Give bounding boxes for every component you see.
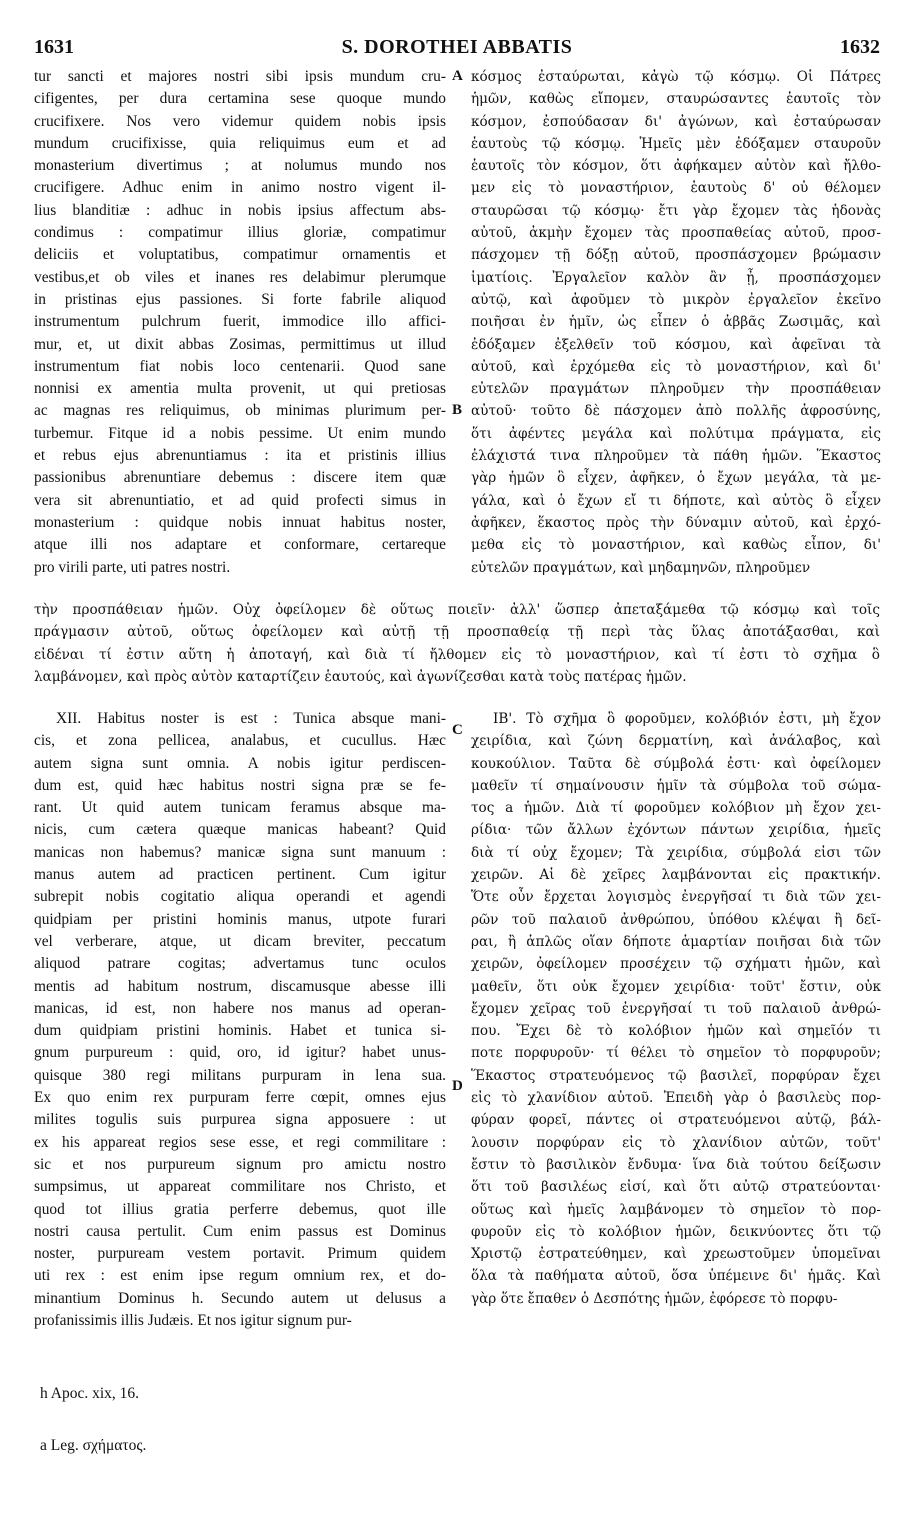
text-line: autem signa sunt omnia. A nobis igitur perdiscen- xyxy=(34,754,446,772)
text-line: Ἕκαστος στρατευόμενος τῷ βασιλεῖ, πορφύραν ἔχει xyxy=(471,1067,881,1084)
page-number-right: 1632 xyxy=(840,36,880,58)
text-line: passionibus abrenuntiare debemus : discere item quæ xyxy=(34,469,446,487)
text-line: manus autem ad practicen pertinent. Cum igitur xyxy=(34,866,446,884)
text-line: crucifigere. Adhuc enim in animo nostro vigent il- xyxy=(34,179,446,197)
text-line: gnum purpureum : quid, oro, id igitur? habet unus- xyxy=(34,1044,446,1062)
text-line: lius blanditiæ : adhuc in nobis ipsius affectum abs- xyxy=(34,201,446,219)
text-line: noster, purpuream vestem portavit. Primum quidem xyxy=(34,1245,446,1263)
margin-marker-d: D xyxy=(452,1078,463,1094)
text-line: nostri causa pertulit. Cum enim passus est Dominus xyxy=(34,1222,446,1240)
greek-full-width xyxy=(34,599,880,688)
text-line: εἰδέναι τί ἐστιν αὕτη ἡ ἀποταγή, καὶ διὰ τί ἤλθομεν εἰς τὸ μοναστήριον, καὶ τί ἐστι τὸ σχῆμα ὃ xyxy=(34,646,880,663)
text-line: ἑαυτοὺς τῷ κόσμῳ. Ἡμεῖς μὲν ἐδόξαμεν σταυροῦν xyxy=(471,135,881,152)
text-line: οὕτως καὶ ἡμεῖς λαμβάνομεν τὸ σημεῖον τὸ πορ- xyxy=(471,1201,881,1218)
footnote-a: a Leg. σχήματος. xyxy=(40,1437,147,1454)
text-line: tur sancti et majores nostri sibi ipsis mundum cru- xyxy=(34,68,446,85)
text-line: εὐτελῶν πραγμάτων, καὶ μηδαμηνῶν, πληροῦμεν xyxy=(471,559,811,576)
text-line: λουσιν πορφύραν εἰς τὸ χλανίδιον αὐτῶν, τοῦτ' xyxy=(471,1134,881,1151)
text-line: mur, et, ut dixit abbas Zosimas, permittimus ut illud xyxy=(34,335,446,353)
text-line: Ex quo enim rex purpuram ferre cœpit, omnes ejus xyxy=(34,1089,446,1107)
text-line: vestibus,et ob viles et inanes res delabimur plerumque xyxy=(34,268,446,286)
text-line: αὐτοῦ· τοῦτο δὲ πάσχομεν ἀπὸ πολλῆς ἀφροσύνης, xyxy=(471,403,881,420)
text-line: χειρῶν, ὀφείλομεν προσέχειν τῷ σχήματι ἡμῶν, καὶ xyxy=(471,956,881,973)
text-line: μαθεῖν, ὅτι οὐκ ἔχομεν χειρίδια· τοῦτ' ἔστιν, οὐκ xyxy=(471,978,881,995)
text-line: χειρῶν. Αἱ δὲ χεῖρες λαμβάνονται εἰς πρακτικήν. xyxy=(471,867,881,884)
text-line: nicis, cum cætera quæque manicas habeant? Quid xyxy=(34,821,446,839)
text-line: sumpsimus, ut appareat commilitare nos Christo, et xyxy=(34,1178,446,1196)
text-line: μεν εἰς τὸ μοναστήριον, ἑαυτοὺς δ' οὐ θέλομεν xyxy=(471,180,881,197)
text-line: milites togulis suis purpurea signa apposuere : ut xyxy=(34,1111,446,1129)
text-line: κόσμον, ἐσπούδασαν δι' ἀγώνων, καὶ ἐσταύρωσαν xyxy=(471,113,881,130)
text-line: XII. Habitus noster is est : Tunica absque mani- xyxy=(56,710,446,727)
text-line: ὅτι τοῦ βασιλέως εἰσί, καὶ ὅτι αὐτῷ στρατεύονται· xyxy=(471,1179,881,1196)
text-line: που. Ἔχει δὲ τὸ κολόβιον ἡμῶν καὶ σημεῖόν τι xyxy=(471,1023,881,1040)
text-line: μεθα εἰς τὸ μοναστήριον, καὶ καθὼς εἶπον, δι' xyxy=(471,537,881,554)
text-line: εἰς τὸ χλανίδιον αὐτοῦ. Ἐπειδὴ γὰρ ὁ βασιλεὺς πορ- xyxy=(471,1090,881,1107)
text-line: ἱματίοις. Ἐργαλεῖον καλὸν ἂν ᾖ, προσπάσχομεν xyxy=(471,269,881,286)
running-header xyxy=(34,36,880,62)
text-line: pro virili parte, uti patres nostri. xyxy=(34,558,231,576)
text-line: instrumentum fiat nobis loco centenarii. Quod sane xyxy=(34,357,446,375)
text-line: manicas, id est, non habere nos manus ad operan- xyxy=(34,999,446,1017)
text-line: Χριστῷ ἐστρατεύθημεν, καὶ χρεωστοῦμεν ὑπομεῖναι xyxy=(471,1246,881,1263)
text-line: αὐτῷ, καὶ ἀφοῦμεν τὸ μικρὸν ἐργαλεῖον ἐκεῖνο xyxy=(471,291,881,308)
text-line: quod tot illius gratia perferre debemus, quot ille xyxy=(34,1200,446,1218)
text-line: τος a ἡμῶν. Διὰ τί φοροῦμεν κολόβιον μὴ ἔχον χει- xyxy=(471,800,881,817)
text-line: ρίδια· τῶν ἄλλων ἐχόντων πάντων χειρίδια, ἡμεῖς xyxy=(471,822,881,839)
text-line: monasterium : quidque nobis innuat habitus noster, xyxy=(34,513,446,531)
text-line: atque illi nos adaptare et conformare, certareque xyxy=(34,536,446,554)
text-line: in pristinas ejus passiones. Si forte fabrile aliquod xyxy=(34,290,446,308)
latin-column-1 xyxy=(34,66,446,579)
text-line: dum quidpiam pristini hominis. Habet et tunica si- xyxy=(34,1022,446,1040)
text-line: ἑαυτοῖς τὸν κόσμον, ὅτι ἀφήκαμεν αὐτὸν καὶ ἤλθο- xyxy=(471,158,881,175)
text-line: profanissimis illis Judæis. Et nos igitur signum pur- xyxy=(34,1312,352,1330)
text-line: sic et nos purpureum signum pro amictu nostro xyxy=(34,1155,446,1173)
text-line: ὅτι ἀφέντες μεγάλα καὶ πολύτιμα πράγματα, εἰς xyxy=(471,425,881,442)
text-line: ρῶν τοῦ παλαιοῦ ἀνθρώπου, ὑπόθου κλέψαι ἢ δεῖ- xyxy=(471,911,881,928)
text-line: ἔχομεν χεῖρας τοῦ ἐνεργῆσαί τι τοῦ παλαιοῦ ἀνθρώ- xyxy=(471,1000,881,1017)
text-line: εὐτελῶν πραγμάτων πληροῦμεν τὴν προσπάθειαν xyxy=(471,381,881,398)
text-line: quisque 380 regi militans purpuram in lena sua. xyxy=(34,1066,446,1084)
text-line: dum est, quid hæc habitus nostri signa præ se fe- xyxy=(34,776,446,794)
greek-column-2 xyxy=(471,708,881,1310)
text-line: mundum crucifixisse, quia reliquimus eum et ad xyxy=(34,134,446,152)
text-line: deliciis et voluptatibus, compatimur ornamentis et xyxy=(34,246,446,264)
margin-marker-c: C xyxy=(452,722,463,738)
text-line: turbemur. Fitque id a nobis pessime. Ut enim mundo xyxy=(34,424,446,442)
text-line: αὐτοῦ, καὶ ἐρχόμεθα εἰς τὸ μοναστήριον, καὶ δι' xyxy=(471,358,881,375)
text-line: διὰ τί οὐχ ἔχομεν; Τὰ χειρίδια, σύμβολά εἰσι τῶν xyxy=(471,844,881,861)
text-line: πράγμασιν αὐτοῦ, οὕτως ὀφείλομεν καὶ αὐτῇ τῇ προσπαθείᾳ τῇ περὶ τὰς ὕλας ἀποτάξασθαι, καὶ xyxy=(34,624,880,641)
text-line: vera sit abrenuntiatio, et ad quid profecti simus in xyxy=(34,491,446,509)
text-line: ac magnas res reliquimus, ob minimas plurimum per- xyxy=(34,402,446,420)
text-line: ἔστιν τὸ βασιλικὸν ἔνδυμα· ἵνα διὰ τούτου δείξωσιν xyxy=(471,1156,881,1173)
text-line: ex his appareat regios sese esse, et regi commilitare : xyxy=(34,1133,446,1151)
text-line: subrepit nobis cogitatio aliqua operandi et agendi xyxy=(34,888,446,906)
text-line: σταυρῶσαι τῷ κόσμῳ· ἔτι γὰρ ἔχομεν τὰς ἡδονὰς xyxy=(471,202,881,219)
text-line: cis, et zona pellicea, analabus, et cucullus. Hæc xyxy=(34,732,446,750)
text-line: χειρίδια, καὶ ζώνη δερματίνη, καὶ ἀνάλαβος, καὶ xyxy=(471,733,881,750)
text-line: rant. Ut quid autem tunicam feramus absque ma- xyxy=(34,799,446,817)
text-line: aliquod patrare cogitas; advertamus tunc oculos xyxy=(34,955,446,973)
text-line: ἐλάχιστά τινα πληροῦμεν τὰ πάθη ἡμῶν. Ἕκαστος xyxy=(471,448,881,465)
text-line: ἡμῶν, καθὼς εἴπομεν, σταυρώσαντες ἑαυτοῖς τὸν xyxy=(471,91,881,108)
text-line: κόσμος ἐσταύρωται, κἀγὼ τῷ κόσμῳ. Οἱ Πάτρες xyxy=(471,69,881,85)
text-line: ὅλα τὰ παθήματα αὐτοῦ, ὅσα ὑπέμεινε δι' ἡμᾶς. Καὶ xyxy=(471,1268,881,1285)
text-line: crucifixere. Nos vero videmur quidem nobis ipsis xyxy=(34,112,446,130)
text-line: ἐδόξαμεν ἐξελθεῖν τοῦ κόσμου, καὶ ἀφεῖναι τὰ xyxy=(471,336,881,353)
text-line: λαμβάνομεν, καὶ πρὸς αὐτὸν καταρτίζειν ἑαυτούς, καὶ ἀγωνίζεσθαι κατὰ τοὺς πατέρας ἡμῶν. xyxy=(34,668,687,685)
text-line: condimus : compatimur illius gloriæ, compatimur xyxy=(34,224,446,242)
text-line: μαθεῖν τί σημαίνουσιν ἡμῖν τὰ σύμβολα τοῦ σώμα- xyxy=(471,777,881,794)
text-line: γὰρ ὅτε ἔπαθεν ὁ Δεσπότης ἡμῶν, ἐφόρεσε τὸ πορφυ- xyxy=(471,1290,838,1307)
text-line: ΙΒ'. Τὸ σχῆμα ὃ φοροῦμεν, κολόβιόν ἐστι, μὴ ἔχον xyxy=(493,711,881,727)
margin-marker-b: B xyxy=(452,402,463,418)
text-line: γάλα, καὶ ὁ ἔχων εἴ τι δήποτε, καὶ αὐτὸς ὃ εἶχεν xyxy=(471,492,881,509)
text-line: mentis ad habitum nostrum, discamusque abesse illi xyxy=(34,977,446,995)
page-number-left: 1631 xyxy=(34,36,74,58)
text-line: ποιῆσαι ἐν ἡμῖν, ὡς εἶπεν ὁ ἀββᾶς Ζωσιμᾶς, καὶ xyxy=(471,314,881,331)
text-line: ραι, ἢ ἁπλῶς οἵαν δήποτε ἁμαρτίαν ποιῆσαι διὰ τῶν xyxy=(471,933,881,950)
text-line: monasterium divertimus ; at nolumus mundo nos xyxy=(34,157,446,175)
text-line: γὰρ ἡμῶν ὃ εἶχεν, ἀφῆκεν, ὁ ἔχων μεγάλα, τὰ με- xyxy=(471,470,881,487)
text-line: κουκούλιον. Ταῦτα δὲ σύμβολά ἐστι· καὶ ὀφείλομεν xyxy=(471,755,881,772)
text-line: uti rex : est enim ipse regum omnium rex, et do- xyxy=(34,1267,446,1285)
text-line: minantium Dominus h. Secundo autem ut delusus a xyxy=(34,1289,446,1307)
text-line: et rebus ejus abrenuntiamus : ita et pristinis illius xyxy=(34,447,446,465)
text-line: φυροῦν εἰς τὸ κολόβιον ἡμῶν, δεικνύοντες ὅτι τῷ xyxy=(471,1223,881,1240)
text-line: instrumentum pulchrum fuerit, immodice illo affici- xyxy=(34,313,446,331)
text-line: cifigentes, per dura certamina sese quoque mundo xyxy=(34,90,446,108)
text-line: ἀφῆκεν, ἕκαστος πρὸς τὴν δύναμιν αὐτοῦ, καὶ ἐρχό- xyxy=(471,514,881,531)
text-line: manicas non habemus? manicæ signa sunt manuum : xyxy=(34,843,446,861)
text-line: ποτε πορφυροῦν· τί θέλει τὸ σημεῖον τὸ πορφυροῦν; xyxy=(471,1045,881,1062)
margin-marker-a: A xyxy=(452,68,463,84)
latin-column-2 xyxy=(34,708,446,1332)
greek-column-1 xyxy=(471,66,881,579)
footnote-h: h Apoc. xix, 16. xyxy=(40,1385,140,1402)
text-line: vel verberare, atque, ut dicam breviter, peccatum xyxy=(34,932,446,950)
text-line: πάσχομεν τῇ δόξῃ αὐτοῦ, προσπάσχομεν βρώμασιν xyxy=(471,247,881,264)
text-line: τὴν προσπάθειαν ἡμῶν. Οὐχ ὀφείλομεν δὲ οὕτως ποιεῖν· ἀλλ' ὥσπερ ἀπεταξάμεθα τῷ κόσμῳ καὶ τοῖς xyxy=(34,602,880,618)
text-line: quidpiam per pristini hominis manus, utpote furari xyxy=(34,910,446,928)
text-line: Ὅτε οὖν ἔρχεται λογισμὸς ἐνεργῆσαί τι διὰ τῶν χει- xyxy=(471,889,881,906)
text-line: φύραν φορεῖ, πάντες οἱ στρατευόμενοι αὐτῷ, βάλ- xyxy=(471,1112,881,1129)
text-line: nonnisi ex amentia multa provenit, ut qui pretiosas xyxy=(34,380,446,398)
running-title: S. DOROTHEI ABBATIS xyxy=(341,36,573,58)
text-line: αὐτοῦ, ἀκμὴν ἔχομεν τὰς προσπαθείας αὐτοῦ, προσ- xyxy=(471,225,881,242)
